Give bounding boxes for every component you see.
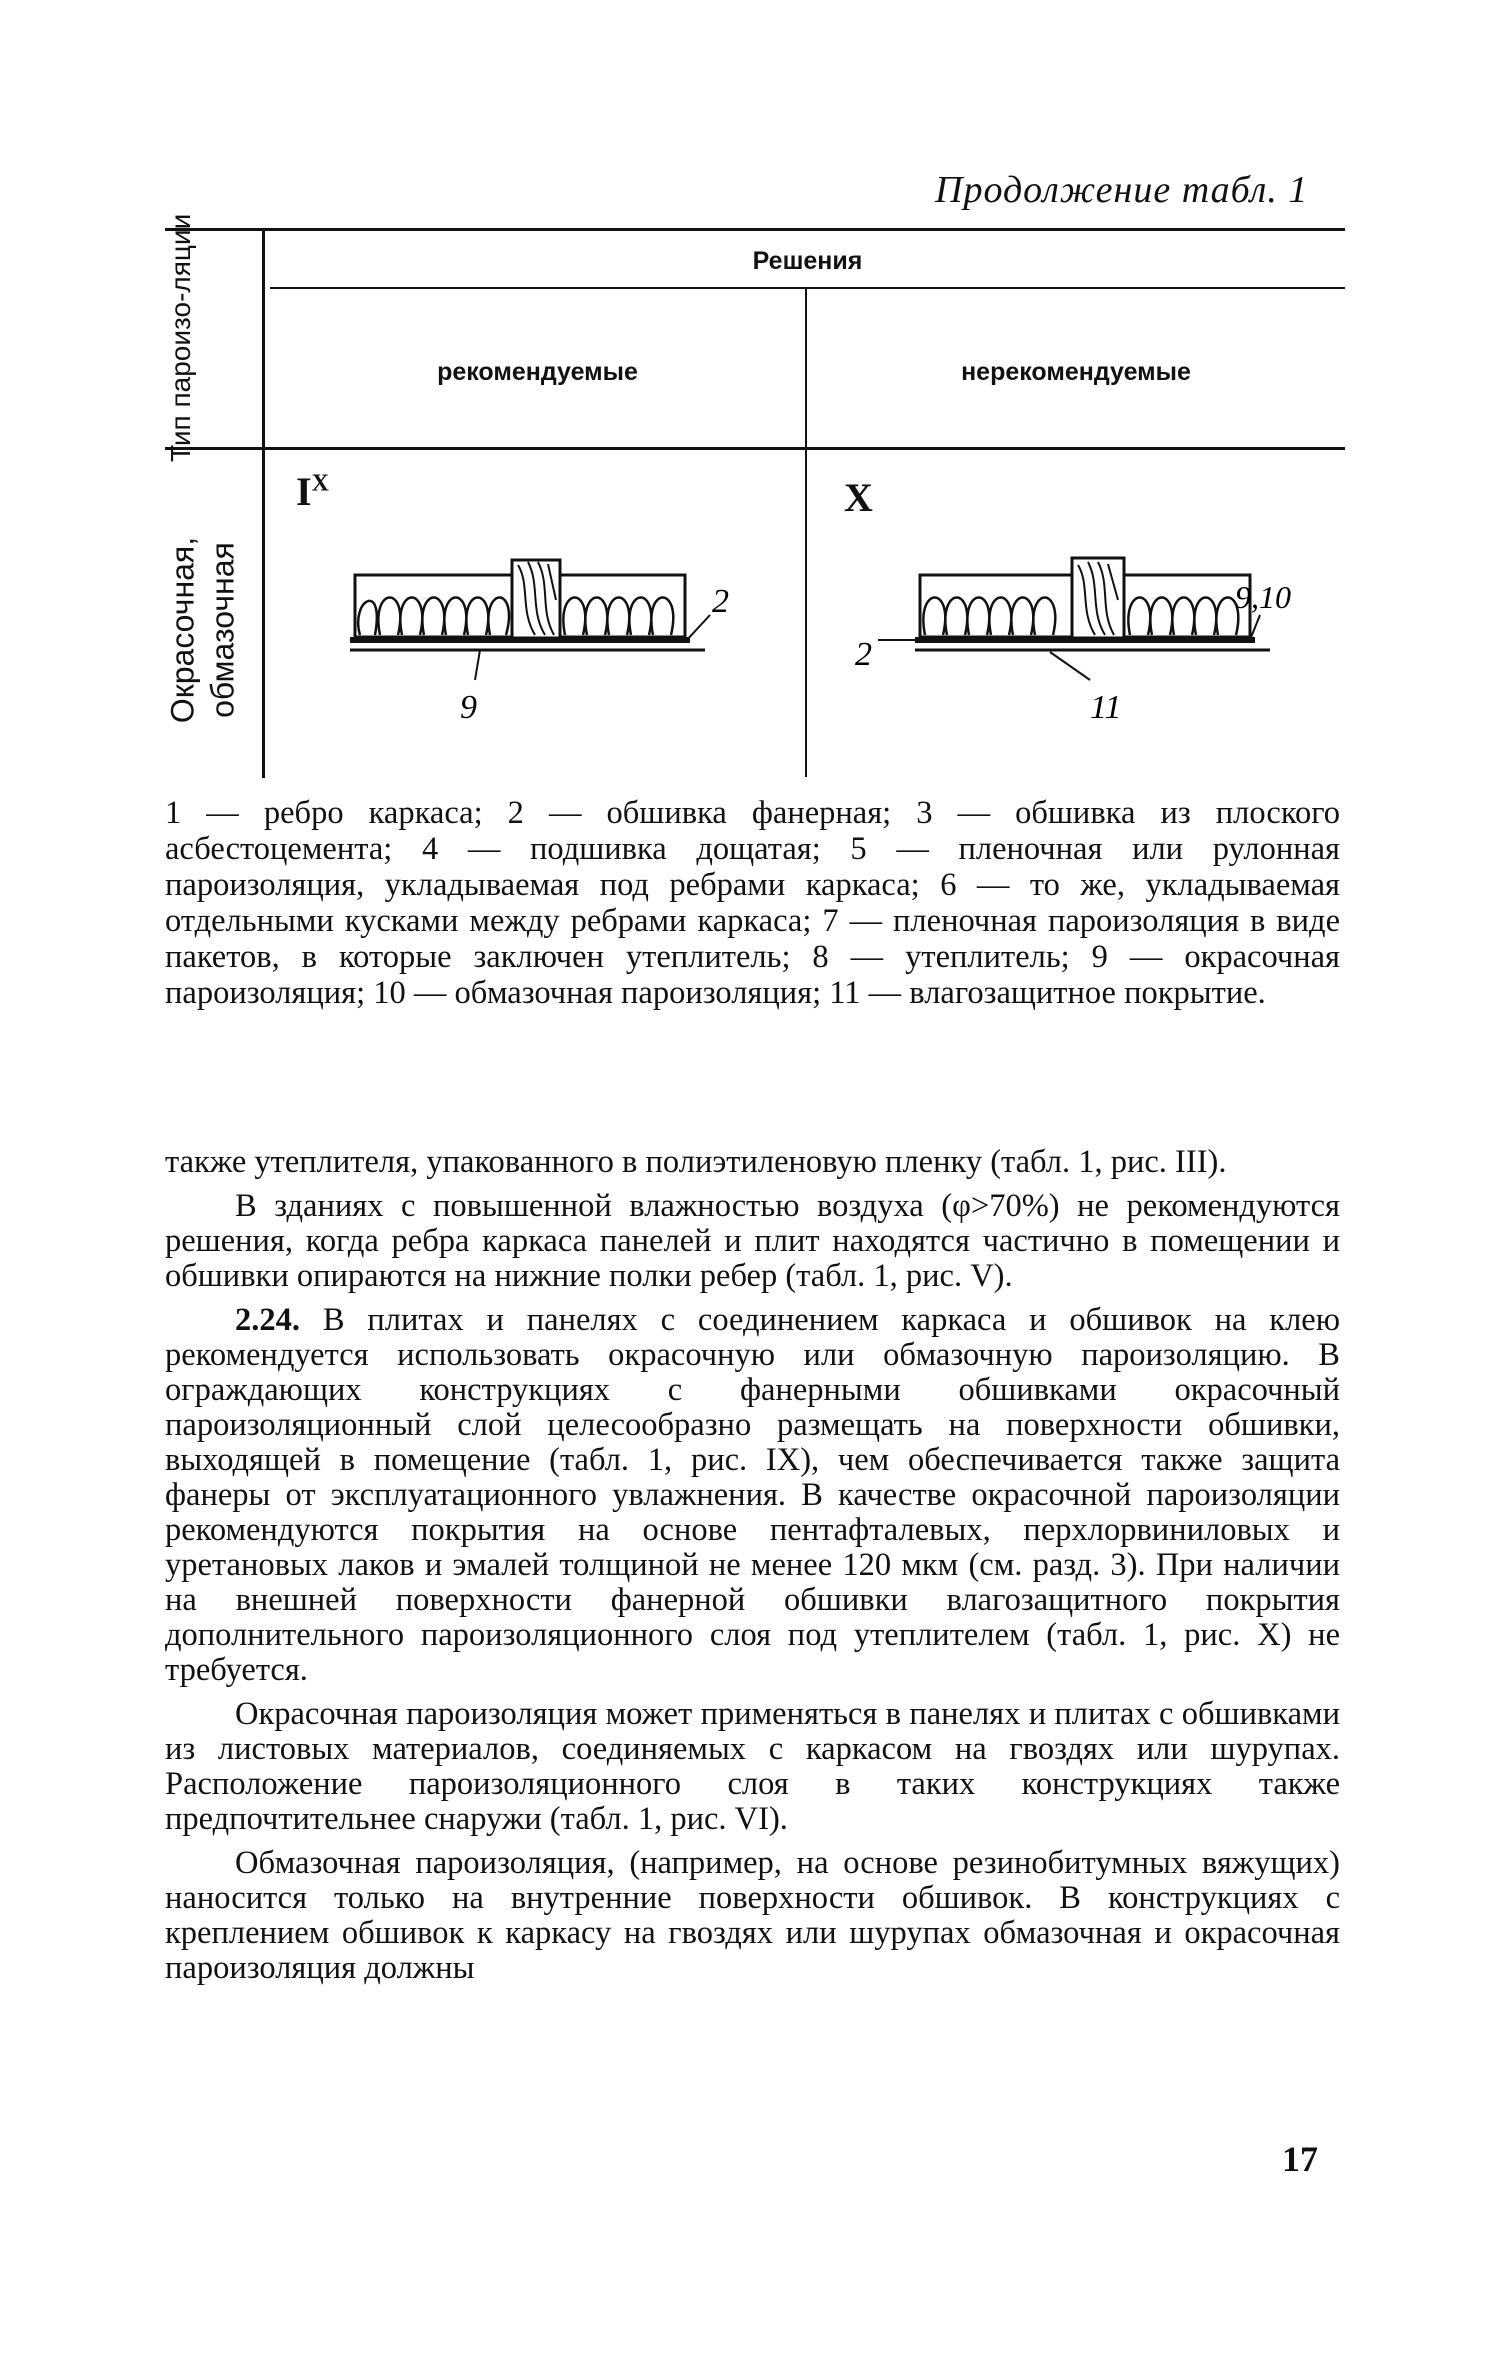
paragraph <box>165 1846 1340 1986</box>
body-text <box>165 1145 1340 1995</box>
paragraph-text: В плитах и панелях с соединением каркаса и обшивок на клею рекомендуется использовать окрасочную или обмазочную пароизоляцию. В ограждающих конструкциях с фанерными обшивками окрасочный пароизоляционный слой целесообразно размещать на поверхности обшивки, выходящей в помещение (табл. 1, рис. IX), чем обеспечивается также защита фанеры от эксплуатационного увлажнения. В качестве окрасочной пароизоляции рекомендуются покрытия на основе пентафталевых, перхлорвиниловых и уретановых лаков и эмалей толщиной не менее 120 мкм (см. разд. 3). При наличии на внешней поверхности фанерной обшивки влагозащитного покрытия дополнительного пароизоляционного слоя под утеплителем (табл. 1, рис. X) не требуется. <box>165 1302 1340 1688</box>
recommended-header: рекомендуемые <box>437 358 638 386</box>
not-recommended-header: нерекомендуемые <box>961 358 1191 386</box>
header-bottom-rule <box>165 447 1345 450</box>
paragraph-text: Окрасочная пароизоляция может применяться в панелях и плитах с обшивками из листовых материалов, соединяемых с каркасом на гвоздях или шурупах. Расположение пароизоляционного слоя в таких конструкциях также предпочтительнее снаружи (табл. 1, рис. VI). <box>165 1696 1340 1837</box>
figure-ix-label: $I^X$ <box>296 469 329 514</box>
type-column-rule <box>262 228 265 778</box>
paragraph-text: В зданиях с повышенной влажностью воздуха (φ>70%) не рекомендуются решения, когда ребра каркаса панелей и плит находятся частично в помещении и обшивки опираются на нижние полки ребер (табл. 1, рис. V). <box>165 1188 1340 1294</box>
callout-9-10-x: 9,10 <box>1235 579 1291 615</box>
type-column-header-text: Тип пароизо-ляции <box>165 213 196 462</box>
row-type-label <box>163 508 253 753</box>
section-number: 2.24. <box>235 1302 300 1338</box>
solutions-header: Решения <box>752 247 863 275</box>
callout-2-x: 2 <box>855 636 872 673</box>
paragraph-text: Обмазочная пароизоляция, (например, на основе резинобитумных вяжущих) наносится только на внутренние поверхности обшивок. В конструкциях с креплением обшивок к каркасу на гвоздях или шурупах обмазочная и окрасочная пароизоляция должны <box>165 1845 1340 1986</box>
figure-ix-diagram <box>340 540 760 730</box>
table-continuation-caption: Продолжение табл. 1 <box>935 169 1309 211</box>
figure-x-label: X <box>844 475 873 520</box>
paragraph-text: также утеплителя, упакованного в полиэтиленовую пленку (табл. 1, рис. III). <box>165 1144 1227 1180</box>
paragraph <box>165 1145 1340 1180</box>
type-column-header <box>165 213 245 462</box>
row-type-label-text: Окрасочная, обмазочная <box>164 536 241 724</box>
paragraph <box>165 1697 1340 1837</box>
figure-x-diagram <box>840 540 1320 730</box>
table-top-rule <box>165 228 1345 231</box>
solutions-rule <box>270 287 1345 289</box>
callout-2-ix: 2 <box>712 583 729 620</box>
figure-legend: 1 — ребро каркаса; 2 — обшивка фанерная; 3 — обшивка из плоского асбестоцемента; 4 — подшивка дощатая; 5 — пленочная или рулонная пароизоляция, укладываемая под ребрами каркаса; 6 — то же, укладываемая отдельными кусками между ребрами каркаса; 7 — пленочная пароизоляция в виде пакетов, в которые заключен утеплитель; 8 — утеплитель; 9 — окрасочная пароизоляция; 10 — обмазочная пароизоляция; 11 — влагозащитное покрытие. <box>165 795 1340 1011</box>
paragraph <box>165 1189 1340 1294</box>
callout-9-ix: 9 <box>460 689 477 726</box>
callout-11-x: 11 <box>1090 689 1122 726</box>
paragraph <box>165 1303 1340 1688</box>
page-number: 17 <box>1282 2139 1318 2179</box>
